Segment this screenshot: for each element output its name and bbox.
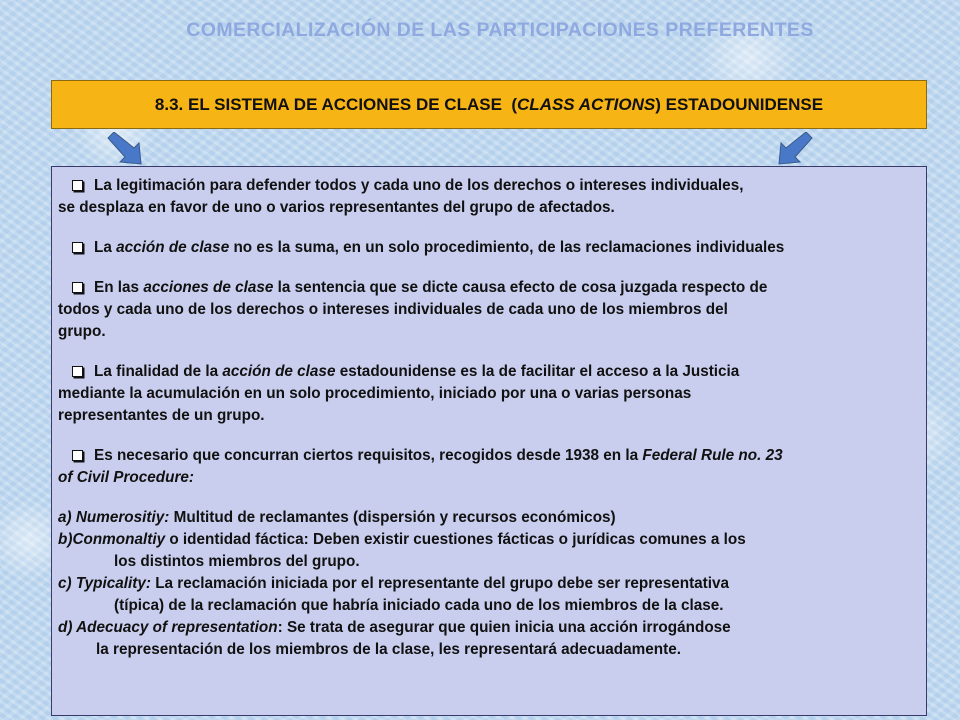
paragraph-legitimacion (58, 175, 920, 219)
requisite-numerosity (58, 507, 920, 529)
p4-b: acción de clase (222, 363, 336, 380)
arrow-down-right-icon (106, 132, 144, 166)
p1-line1: La legitimación para defender todos y cada uno de los derechos o intereses individuales, (94, 177, 744, 194)
req-d-text2: la representación de los miembros de la clase, les representará adecuadamente. (96, 641, 681, 658)
content-panel (51, 166, 927, 716)
checkbox-bullet-icon (72, 366, 83, 377)
req-b-label: b)Conmonaltiy (58, 531, 166, 548)
p4-a: La finalidad de la (94, 363, 223, 380)
p5-c: of Civil Procedure: (58, 469, 194, 486)
requisite-typicality (58, 573, 920, 617)
requisite-commonality (58, 529, 920, 573)
page-title: COMERCIALIZACIÓN DE LAS PARTICIPACIONES PREFERENTES (186, 19, 814, 41)
p5-a: Es necesario que concurran ciertos requisitos, recogidos desde 1938 en la (94, 447, 643, 464)
section-title (51, 80, 927, 129)
req-b-text: o identidad fáctica: Deben existir cuestiones fácticas o jurídicas comunes a los (165, 531, 746, 548)
req-d-label: d) Adecuacy of representation (58, 619, 278, 636)
arrow-down-left-icon (776, 132, 814, 166)
checkbox-bullet-icon (72, 450, 83, 461)
p2-a: La (94, 239, 117, 256)
checkbox-bullet-icon (72, 242, 83, 253)
p3-c: la sentencia que se dicte causa efecto de cosa juzgada respecto de (273, 279, 768, 296)
section-title-suffix: ) ESTADOUNIDENSE (655, 94, 824, 114)
p3-e: grupo. (58, 323, 106, 340)
p3-a: En las (94, 279, 144, 296)
req-c-text: La reclamación iniciada por el representante del grupo debe ser representativa (150, 575, 730, 592)
paragraph-suma (58, 237, 920, 259)
p2-b: acción de clase (116, 239, 230, 256)
req-d-text: : Se trata de asegurar que quien inicia una acción irrogándose (277, 619, 731, 636)
p1-line2: se desplaza en favor de uno o varios representantes del grupo de afectados. (58, 199, 615, 216)
req-c-label: c) Typicality: (58, 575, 151, 592)
checkbox-bullet-icon (72, 282, 83, 293)
section-title-prefix: 8.3. EL SISTEMA DE ACCIONES DE CLASE ( (154, 94, 518, 114)
req-a-label: a) Numerositiy: (58, 509, 170, 526)
p5-b: Federal Rule no. 23 (642, 447, 783, 464)
p2-c: no es la suma, en un solo procedimiento, de las reclamaciones individuales (229, 239, 785, 256)
paragraph-requisitos (58, 445, 920, 489)
req-c-text2: (típica) de la reclamación que habría iniciado cada uno de los miembros de la clase. (114, 597, 724, 614)
paragraph-sentencia (58, 277, 920, 343)
p4-d: mediante la acumulación en un solo procedimiento, iniciado por una o varias personas (58, 385, 692, 402)
req-a-text: Multitud de reclamantes (dispersión y recursos económicos) (169, 509, 616, 526)
checkbox-bullet-icon (72, 180, 83, 191)
p4-e: representantes de un grupo. (58, 407, 265, 424)
p3-b: acciones de clase (143, 279, 274, 296)
paragraph-finalidad (58, 361, 920, 427)
requisite-adequacy (58, 617, 920, 661)
section-title-italic: CLASS ACTIONS (517, 94, 656, 114)
p3-d: todos y cada uno de los derechos o intereses individuales de cada uno de los miembros del (58, 301, 728, 318)
req-b-text2: los distintos miembros del grupo. (114, 553, 360, 570)
p4-c: estadounidense es la de facilitar el acceso a la Justicia (335, 363, 740, 380)
